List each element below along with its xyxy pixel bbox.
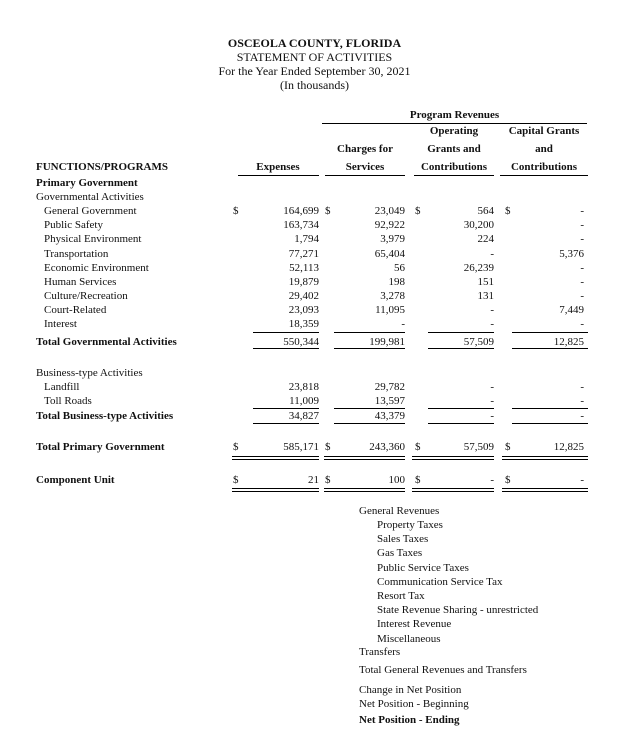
statement-title: STATEMENT OF ACTIVITIES [236,50,393,64]
primary-total-charges: 243,360 [369,441,405,453]
gov-row-0-charges: 23,049 [374,205,405,217]
gov-row-0-label: General Government [44,205,137,217]
bus-total-charges: 43,379 [374,410,405,422]
bus-operating-rule [428,408,494,409]
gov-row-4-charges: 56 [394,262,405,274]
bus-row-0-charges: 29,782 [374,381,405,393]
primary-total-expenses-dollar: $ [233,441,239,453]
gov-row-3-capital: 5,376 [559,248,584,260]
primary-total-label: Total Primary Government [36,441,165,453]
bus-charges-total-rule [334,423,405,424]
gov-row-0-capital: - [580,205,584,217]
gov-row-4-expenses: 52,113 [289,262,319,274]
primary-total-capital-dollar: $ [505,441,511,453]
bus-capital-total-rule [512,423,588,424]
bus-capital-rule [512,408,588,409]
gov-row-1-label: Public Safety [44,219,103,231]
gov-row-3-expenses: 77,271 [288,248,319,260]
gov-row-3-label: Transportation [44,248,109,260]
general-revenue-item: Interest Revenue [377,618,452,630]
bus-total-label: Total Business-type Activities [36,410,174,422]
bus-row-0-label: Landfill [44,381,80,393]
gov-row-7-expenses: 23,093 [288,304,319,316]
units-subtitle: (In thousands) [280,78,349,92]
program-revenues-rule [322,123,587,124]
component-operating-double-rule [412,488,494,492]
transfers-label: Transfers [359,646,401,658]
primary-total-expenses: 585,171 [283,441,319,453]
governmental-activities-label: Governmental Activities [36,191,144,203]
functions-programs-header: FUNCTIONS/PROGRAMS [36,161,169,173]
gov-row-6-expenses: 29,402 [288,290,319,302]
services-header: Services [345,161,385,173]
primary-total-charges-dollar: $ [325,441,331,453]
bus-expenses-rule [253,408,319,409]
gov-row-0-capital-dollar: $ [505,205,511,217]
general-revenue-item: Communication Service Tax [377,576,503,588]
gov-row-2-capital: - [580,233,584,245]
gov-row-7-charges: 11,095 [375,304,405,316]
bus-total-capital: - [580,410,584,422]
capital-header-rule [500,175,588,176]
gov-row-6-label: Culture/Recreation [44,290,128,302]
component-unit-expenses: 21 [308,474,319,486]
primary-total-operating: 57,509 [463,441,494,453]
gov-row-2-label: Physical Environment [44,233,142,245]
gov-charges-total-rule [334,348,405,349]
primary-charges-double-rule [324,456,405,460]
bus-row-1-charges: 13,597 [374,395,405,407]
component-unit-capital: - [580,474,584,486]
general-revenue-item: Public Service Taxes [377,562,469,574]
gov-row-5-charges: 198 [388,276,405,288]
component-unit-capital-dollar: $ [505,474,511,486]
gov-row-1-operating: 30,200 [463,219,494,231]
gov-row-7-operating: - [490,304,494,316]
gov-operating-total-rule [428,348,494,349]
primary-capital-double-rule [502,456,588,460]
component-capital-double-rule [502,488,588,492]
bus-total-expenses: 34,827 [288,410,319,422]
gov-charges-rule [334,332,405,333]
bus-row-0-expenses: 23,818 [288,381,319,393]
operating-header: Operating [429,125,479,137]
contributions-header: Contributions [420,161,488,173]
gov-row-0-operating-dollar: $ [415,205,421,217]
primary-total-capital: 12,825 [553,441,584,453]
program-revenues-header: Program Revenues [409,109,500,121]
gov-row-1-charges: 92,922 [374,219,405,231]
gov-row-2-expenses: 1,794 [294,233,319,245]
gov-operating-rule [428,332,494,333]
gov-row-7-label: Court-Related [44,304,107,316]
bus-total-operating: - [490,410,494,422]
gov-row-4-operating: 26,239 [463,262,494,274]
general-revenue-item: Sales Taxes [377,533,429,545]
general-revenue-item: State Revenue Sharing - unrestricted [377,604,539,616]
gov-total-capital: 12,825 [553,336,584,348]
primary-expenses-double-rule [232,456,319,460]
contributions-header-rule [414,175,494,176]
total-general-revenues-label: Total General Revenues and Transfers [359,664,527,676]
primary-operating-double-rule [412,456,494,460]
gov-row-3-operating: - [490,248,494,260]
contributions-capital-header: Contributions [510,161,578,173]
gov-row-0-expenses-dollar: $ [233,205,239,217]
gov-capital-total-rule [512,348,588,349]
gov-total-operating: 57,509 [463,336,494,348]
bus-row-0-operating: - [490,381,494,393]
gov-row-1-capital: - [580,219,584,231]
county-title: OSCEOLA COUNTY, FLORIDA [227,36,402,50]
component-unit-operating: - [490,474,494,486]
change-in-net-position-label: Change in Net Position [359,684,462,696]
gov-total-label: Total Governmental Activities [36,336,177,348]
net-position-beginning-label: Net Position - Beginning [359,698,469,710]
gov-row-6-operating: 131 [477,290,494,302]
gov-row-2-operating: 224 [477,233,494,245]
gov-row-1-expenses: 163,734 [283,219,319,231]
gov-row-8-capital: - [580,318,584,330]
bus-row-1-capital: - [580,395,584,407]
component-unit-charges: 100 [388,474,405,486]
general-revenue-item: Gas Taxes [377,547,423,559]
gov-row-6-charges: 3,278 [380,290,405,302]
gov-row-4-label: Economic Environment [44,262,149,274]
gov-row-5-operating: 151 [477,276,494,288]
bus-row-0-capital: - [580,381,584,393]
primary-government-label: Primary Government [36,177,138,189]
gov-row-8-expenses: 18,359 [288,318,319,330]
gov-row-3-charges: 65,404 [374,248,405,260]
and-header: and [535,143,553,155]
gov-row-5-label: Human Services [44,276,117,288]
gov-row-8-label: Interest [44,318,77,330]
expenses-header: Expenses [256,161,300,173]
gov-expenses-rule [253,332,319,333]
general-revenues-title: General Revenues [359,505,440,517]
net-position-ending-label: Net Position - Ending [359,714,460,726]
gov-row-0-charges-dollar: $ [325,205,331,217]
primary-total-operating-dollar: $ [415,441,421,453]
gov-expenses-total-rule [253,348,319,349]
gov-row-6-capital: - [580,290,584,302]
gov-capital-rule [512,332,588,333]
general-revenue-item: Property Taxes [377,519,443,531]
general-revenue-item: Resort Tax [377,590,425,602]
gov-row-7-capital: 7,449 [559,304,584,316]
gov-row-8-charges: - [401,318,405,330]
bus-row-1-expenses: 11,009 [289,395,319,407]
component-expenses-double-rule [232,488,319,492]
gov-row-5-capital: - [580,276,584,288]
gov-row-0-operating: 564 [477,205,494,217]
capital-grants-header: Capital Grants [508,125,580,137]
expenses-header-rule [238,175,319,176]
component-unit-expenses-dollar: $ [233,474,239,486]
bus-expenses-total-rule [253,423,319,424]
general-revenue-item: Miscellaneous [377,633,441,645]
component-unit-operating-dollar: $ [415,474,421,486]
gov-total-charges: 199,981 [369,336,405,348]
bus-charges-rule [334,408,405,409]
bus-row-1-operating: - [490,395,494,407]
charges-for-header: Charges for [337,143,393,155]
gov-row-0-expenses: 164,699 [283,205,319,217]
component-unit-label: Component Unit [36,474,115,486]
gov-row-2-charges: 3,979 [380,233,405,245]
gov-row-4-capital: - [580,262,584,274]
bus-row-1-label: Toll Roads [44,395,92,407]
component-unit-charges-dollar: $ [325,474,331,486]
bus-operating-total-rule [428,423,494,424]
services-header-rule [325,175,405,176]
grants-and-header: Grants and [427,143,481,155]
gov-row-8-operating: - [490,318,494,330]
gov-row-5-expenses: 19,879 [288,276,319,288]
period-subtitle: For the Year Ended September 30, 2021 [218,64,411,78]
gov-total-expenses: 550,344 [283,336,319,348]
component-charges-double-rule [324,488,405,492]
business-type-activities-label: Business-type Activities [36,367,143,379]
